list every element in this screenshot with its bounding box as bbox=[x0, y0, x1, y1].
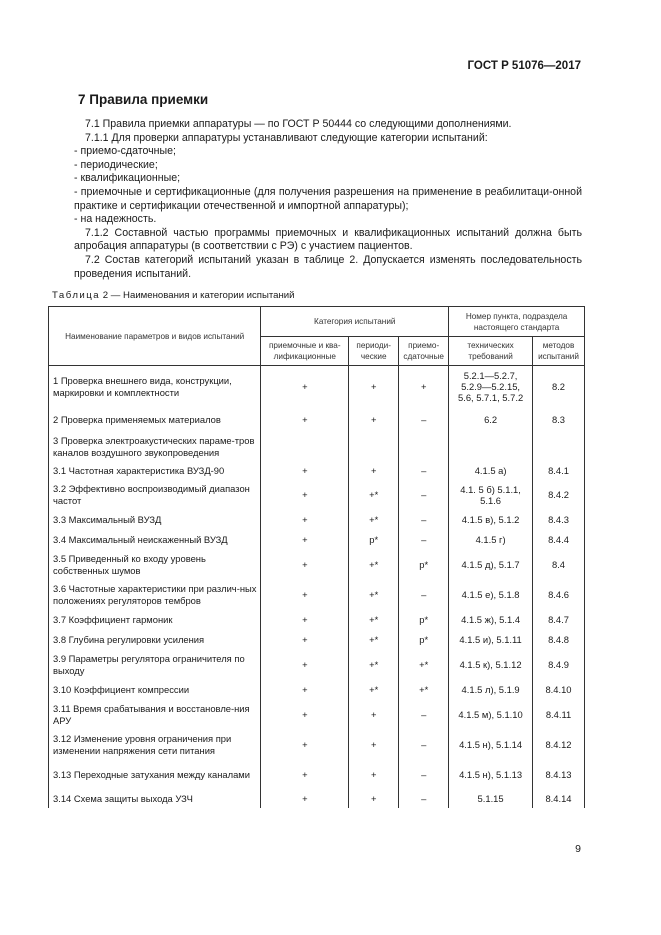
cell-methods: 8.4.4 bbox=[533, 530, 585, 550]
cell-methods: 8.4.1 bbox=[533, 462, 585, 480]
cell-delivery: – bbox=[399, 760, 449, 790]
cell-requirements: 5.1.15 bbox=[449, 790, 533, 808]
cell-methods: 8.4.10 bbox=[533, 680, 585, 700]
cell-periodic: +* bbox=[349, 580, 399, 610]
table-row bbox=[49, 680, 585, 700]
cell-requirements: 4.1.5 г) bbox=[449, 530, 533, 550]
row-name: 2 Проверка применяемых материалов bbox=[49, 408, 261, 432]
paragraph: 7.1.2 Составной частью программы приемочных и квалификационных испытаний должна быть апробация аппаратуры (в соответствии с РЭ) с участием пациентов. bbox=[74, 226, 582, 253]
table-row bbox=[49, 462, 585, 480]
cell-periodic: + bbox=[349, 760, 399, 790]
cell-methods: 8.4.2 bbox=[533, 480, 585, 510]
document-header-standard: ГОСТ Р 51076—2017 bbox=[467, 60, 581, 72]
cell-methods: 8.4.9 bbox=[533, 650, 585, 680]
header-acceptance: приемочные и ква-лификационные bbox=[261, 337, 349, 366]
row-name: 1 Проверка внешнего вида, конструкции, маркировки и комплектности bbox=[49, 366, 261, 408]
cell-periodic: + bbox=[349, 408, 399, 432]
row-name: 3.5 Приведенный ко входу уровень собственных шумов bbox=[49, 550, 261, 580]
cell-methods: 8.4.14 bbox=[533, 790, 585, 808]
table-caption-title: 2 — Наименования и категории испытаний bbox=[100, 290, 295, 301]
cell-acceptance: + bbox=[261, 790, 349, 808]
section-title: 7 Правила приемки bbox=[78, 92, 209, 107]
table-caption-label: Таблица bbox=[52, 290, 101, 301]
header-category: Категория испытаний bbox=[261, 307, 449, 337]
cell-periodic: +* bbox=[349, 630, 399, 650]
cell-delivery: – bbox=[399, 510, 449, 530]
paragraph: 7.1.1 Для проверки аппаратуры устанавливают следующие категории испытаний: bbox=[85, 131, 488, 144]
cell-methods: 8.4.12 bbox=[533, 730, 585, 760]
cell-acceptance: + bbox=[261, 550, 349, 580]
cell-methods: 8.4.6 bbox=[533, 580, 585, 610]
cell-delivery: +* bbox=[399, 680, 449, 700]
paragraph: - приемочные и сертификационные (для получения разрешения на применение в реабилитаци-онной практике и сертификации отечественной и импортной аппаратуры); bbox=[74, 185, 582, 212]
header-clause: Номер пункта, подраздела настоящего стандарта bbox=[449, 307, 585, 337]
row-name: 3.6 Частотные характеристики при различ-ных положениях регуляторов тембров bbox=[49, 580, 261, 610]
cell-periodic: +* bbox=[349, 510, 399, 530]
table-row bbox=[49, 408, 585, 432]
cell-acceptance: + bbox=[261, 366, 349, 408]
cell-delivery: p* bbox=[399, 550, 449, 580]
cell-periodic: + bbox=[349, 366, 399, 408]
cell-acceptance: + bbox=[261, 530, 349, 550]
cell-periodic: +* bbox=[349, 550, 399, 580]
cell-acceptance: + bbox=[261, 760, 349, 790]
table-row bbox=[49, 510, 585, 530]
cell-delivery: + bbox=[399, 366, 449, 408]
table-row bbox=[49, 610, 585, 630]
cell-acceptance: + bbox=[261, 480, 349, 510]
paragraph: - квалификационные; bbox=[74, 172, 181, 185]
cell-delivery: – bbox=[399, 462, 449, 480]
header-requirements: технических требований bbox=[449, 337, 533, 366]
cell-methods: 8.2 bbox=[533, 366, 585, 408]
cell-requirements: 4.1.5 м), 5.1.10 bbox=[449, 700, 533, 730]
cell-requirements: 4.1.5 и), 5.1.11 bbox=[449, 630, 533, 650]
cell-requirements: 4.1. 5 б) 5.1.1, 5.1.6 bbox=[449, 480, 533, 510]
cell-periodic: + bbox=[349, 700, 399, 730]
table-row bbox=[49, 432, 585, 462]
cell-acceptance: + bbox=[261, 610, 349, 630]
row-name: 3.1 Частотная характеристика ВУЗД-90 bbox=[49, 462, 261, 480]
table-row bbox=[49, 580, 585, 610]
table-row bbox=[49, 650, 585, 680]
cell-delivery: +* bbox=[399, 650, 449, 680]
cell-requirements: 4.1.5 л), 5.1.9 bbox=[449, 680, 533, 700]
cell-acceptance: + bbox=[261, 630, 349, 650]
cell-periodic: + bbox=[349, 462, 399, 480]
paragraph: 7.1 Правила приемки аппаратуры — по ГОСТ Р 50444 со следующими дополнениями. bbox=[85, 118, 512, 130]
cell-requirements: 5.2.1—5.2.7, 5.2.9—5.2.15, 5.6, 5.7.1, 5.7.2 bbox=[449, 366, 533, 408]
cell-acceptance: + bbox=[261, 510, 349, 530]
cell-requirements: 4.1.5 н), 5.1.14 bbox=[449, 730, 533, 760]
table-row bbox=[49, 550, 585, 580]
table-row bbox=[49, 630, 585, 650]
table-body bbox=[49, 366, 585, 808]
cell-acceptance bbox=[261, 432, 349, 462]
cell-delivery: – bbox=[399, 530, 449, 550]
row-name: 3.7 Коэффициент гармоник bbox=[49, 610, 261, 630]
cell-delivery: – bbox=[399, 480, 449, 510]
cell-requirements: 4.1.5 е), 5.1.8 bbox=[449, 580, 533, 610]
cell-acceptance: + bbox=[261, 580, 349, 610]
row-name: 3.11 Время срабатывания и восстановле-ния АРУ bbox=[49, 700, 261, 730]
row-name: 3.10 Коэффициент компрессии bbox=[49, 680, 261, 700]
header-periodic: периоди-ческие bbox=[349, 337, 399, 366]
cell-periodic bbox=[349, 432, 399, 462]
header-methods: методов испытаний bbox=[533, 337, 585, 366]
cell-requirements: 4.1.5 к), 5.1.12 bbox=[449, 650, 533, 680]
cell-acceptance: + bbox=[261, 680, 349, 700]
cell-acceptance: + bbox=[261, 408, 349, 432]
cell-requirements: 4.1.5 н), 5.1.13 bbox=[449, 760, 533, 790]
table-row bbox=[49, 790, 585, 808]
cell-methods bbox=[533, 432, 585, 462]
cell-methods: 8.4.7 bbox=[533, 610, 585, 630]
cell-methods: 8.4.8 bbox=[533, 630, 585, 650]
cell-periodic: + bbox=[349, 730, 399, 760]
cell-methods: 8.4.11 bbox=[533, 700, 585, 730]
table-row bbox=[49, 730, 585, 760]
row-name: 3.4 Максимальный неискаженный ВУЗД bbox=[49, 530, 261, 550]
table-row bbox=[49, 760, 585, 790]
tests-table bbox=[48, 306, 585, 808]
cell-methods: 8.4.13 bbox=[533, 760, 585, 790]
row-name: 3.9 Параметры регулятора ограничителя по выходу bbox=[49, 650, 261, 680]
cell-acceptance: + bbox=[261, 650, 349, 680]
cell-delivery: p* bbox=[399, 610, 449, 630]
table-caption bbox=[52, 290, 295, 301]
cell-delivery: – bbox=[399, 790, 449, 808]
cell-requirements: 4.1.5 д), 5.1.7 bbox=[449, 550, 533, 580]
row-name: 3.8 Глубина регулировки усиления bbox=[49, 630, 261, 650]
cell-methods: 8.4.3 bbox=[533, 510, 585, 530]
table-row bbox=[49, 480, 585, 510]
cell-periodic: p* bbox=[349, 530, 399, 550]
header-name: Наименование параметров и видов испытаний bbox=[49, 307, 261, 366]
paragraph: - приемо-сдаточные; bbox=[74, 145, 176, 158]
cell-periodic: +* bbox=[349, 610, 399, 630]
paragraph: 7.2 Состав категорий испытаний указан в таблице 2. Допускается изменять последовательность проведения испытаний. bbox=[74, 253, 582, 280]
paragraph: - периодические; bbox=[74, 158, 158, 171]
cell-delivery: – bbox=[399, 730, 449, 760]
cell-requirements: 6.2 bbox=[449, 408, 533, 432]
cell-acceptance: + bbox=[261, 700, 349, 730]
cell-delivery bbox=[399, 432, 449, 462]
cell-requirements: 4.1.5 а) bbox=[449, 462, 533, 480]
header-delivery: приемо-сдаточные bbox=[399, 337, 449, 366]
cell-delivery: – bbox=[399, 700, 449, 730]
row-name: 3.3 Максимальный ВУЗД bbox=[49, 510, 261, 530]
row-name: 3.2 Эффективно воспроизводимый диапазон частот bbox=[49, 480, 261, 510]
cell-periodic: +* bbox=[349, 480, 399, 510]
row-name: 3.13 Переходные затухания между каналами bbox=[49, 760, 261, 790]
cell-delivery: – bbox=[399, 408, 449, 432]
cell-periodic: +* bbox=[349, 650, 399, 680]
body-text bbox=[74, 118, 582, 281]
table-row bbox=[49, 530, 585, 550]
cell-methods: 8.3 bbox=[533, 408, 585, 432]
cell-delivery: – bbox=[399, 580, 449, 610]
cell-acceptance: + bbox=[261, 730, 349, 760]
cell-periodic: +* bbox=[349, 680, 399, 700]
cell-methods: 8.4 bbox=[533, 550, 585, 580]
cell-requirements: 4.1.5 ж), 5.1.4 bbox=[449, 610, 533, 630]
row-name: 3 Проверка электроакустических параме-тров каналов воздушного звукопроведения bbox=[49, 432, 261, 462]
cell-delivery: p* bbox=[399, 630, 449, 650]
page-number: 9 bbox=[575, 843, 581, 855]
cell-acceptance: + bbox=[261, 462, 349, 480]
row-name: 3.12 Изменение уровня ограничения при изменении напряжения сети питания bbox=[49, 730, 261, 760]
table-row bbox=[49, 700, 585, 730]
cell-requirements: 4.1.5 в), 5.1.2 bbox=[449, 510, 533, 530]
table-row bbox=[49, 366, 585, 408]
cell-requirements bbox=[449, 432, 533, 462]
row-name: 3.14 Схема защиты выхода УЗЧ bbox=[49, 790, 261, 808]
paragraph: - на надежность. bbox=[74, 213, 157, 226]
cell-periodic: + bbox=[349, 790, 399, 808]
